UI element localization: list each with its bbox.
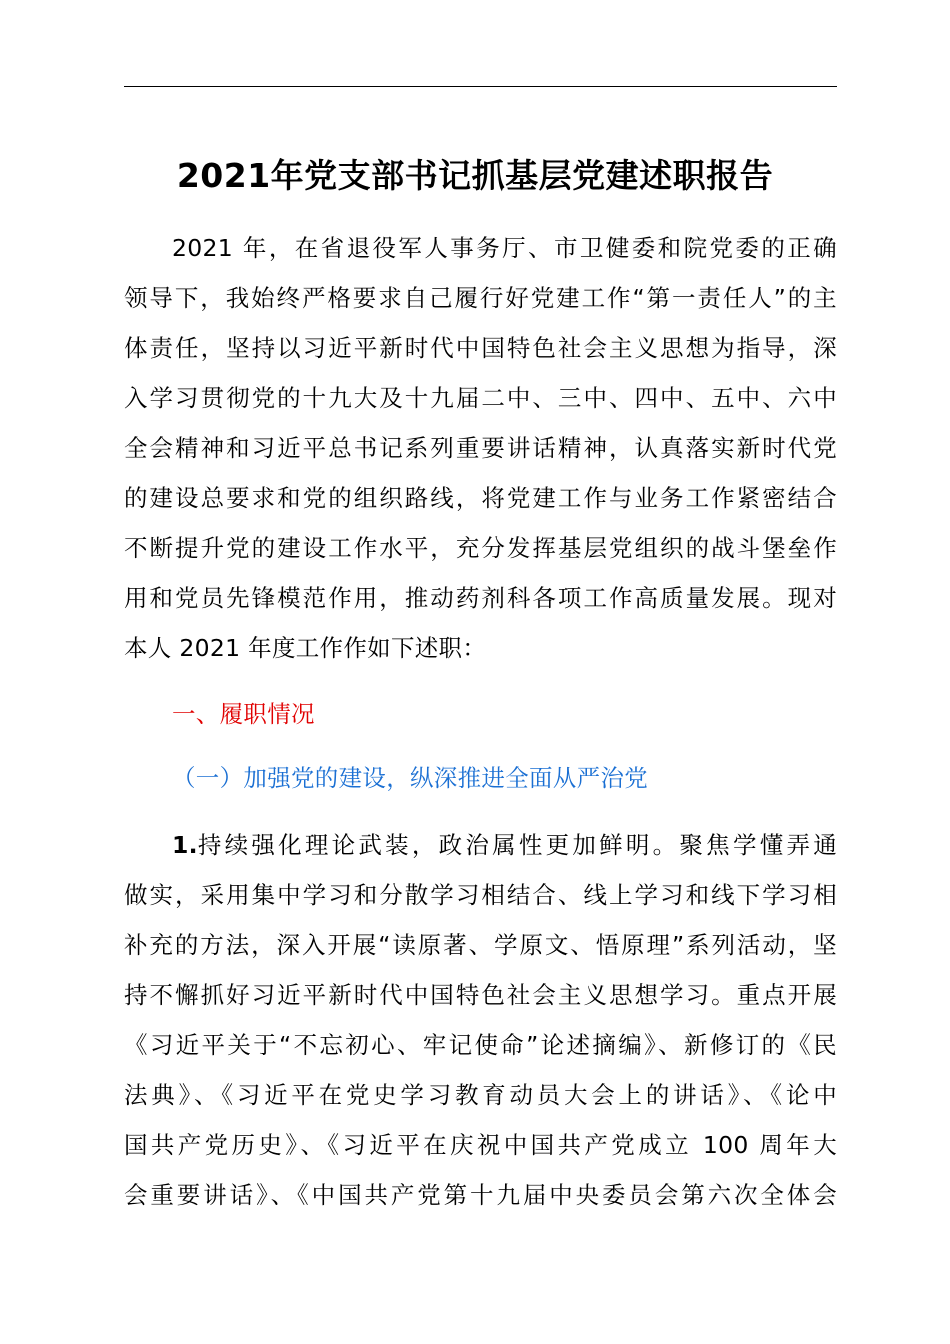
item-first-line	[172, 820, 837, 870]
section-heading: 一、履职情况	[172, 700, 315, 728]
intro-line: 的建设总要求和党的组织路线，将党建工作与业务工作紧密结合	[124, 484, 837, 512]
subsection-heading: （一）加强党的建设，纵深推进全面从严治党	[172, 764, 648, 792]
intro-line: 2021 年，在省退役军人事务厅、市卫健委和院党委的正确	[172, 234, 837, 262]
item-line: 持不懈抓好习近平新时代中国特色社会主义思想学习。重点开展	[124, 981, 837, 1009]
item-line: 持续强化理论武装，政治属性更加鲜明。聚焦学懂弄通	[197, 831, 837, 859]
item-line: 做实，采用集中学习和分散学习相结合、线上学习和线下学习相	[124, 881, 837, 909]
item-line: 法典》、《习近平在党史学习教育动员大会上的讲话》、《论中	[124, 1081, 837, 1109]
item-line: 补充的方法，深入开展“读原著、学原文、悟原理”系列活动，坚	[124, 931, 837, 959]
intro-line: 本人 2021 年度工作作如下述职：	[124, 634, 487, 662]
intro-line: 领导下，我始终严格要求自己履行好党建工作“第一责任人”的主	[124, 284, 837, 312]
item-line: 会重要讲话》、《中国共产党第十九届中央委员会第六次全体会	[124, 1181, 837, 1209]
item-number: 1.	[172, 831, 198, 859]
item-line: 国共产党历史》、《习近平在庆祝中国共产党成立 100 周年大	[124, 1131, 837, 1159]
intro-line: 入学习贯彻党的十九大及十九届二中、三中、四中、五中、六中	[124, 384, 837, 412]
document-title: 2021年党支部书记抓基层党建述职报告	[176, 156, 774, 195]
item-line: 《习近平关于“不忘初心、牢记使命”论述摘编》、新修订的《民	[124, 1031, 837, 1059]
header-rule	[124, 86, 837, 87]
intro-line: 全会精神和习近平总书记系列重要讲话精神，认真落实新时代党	[124, 434, 837, 462]
intro-line: 用和党员先锋模范作用，推动药剂科各项工作高质量发展。现对	[124, 584, 837, 612]
intro-line: 体责任，坚持以习近平新时代中国特色社会主义思想为指导，深	[124, 334, 837, 362]
intro-line: 不断提升党的建设工作水平，充分发挥基层党组织的战斗堡垒作	[124, 534, 837, 562]
